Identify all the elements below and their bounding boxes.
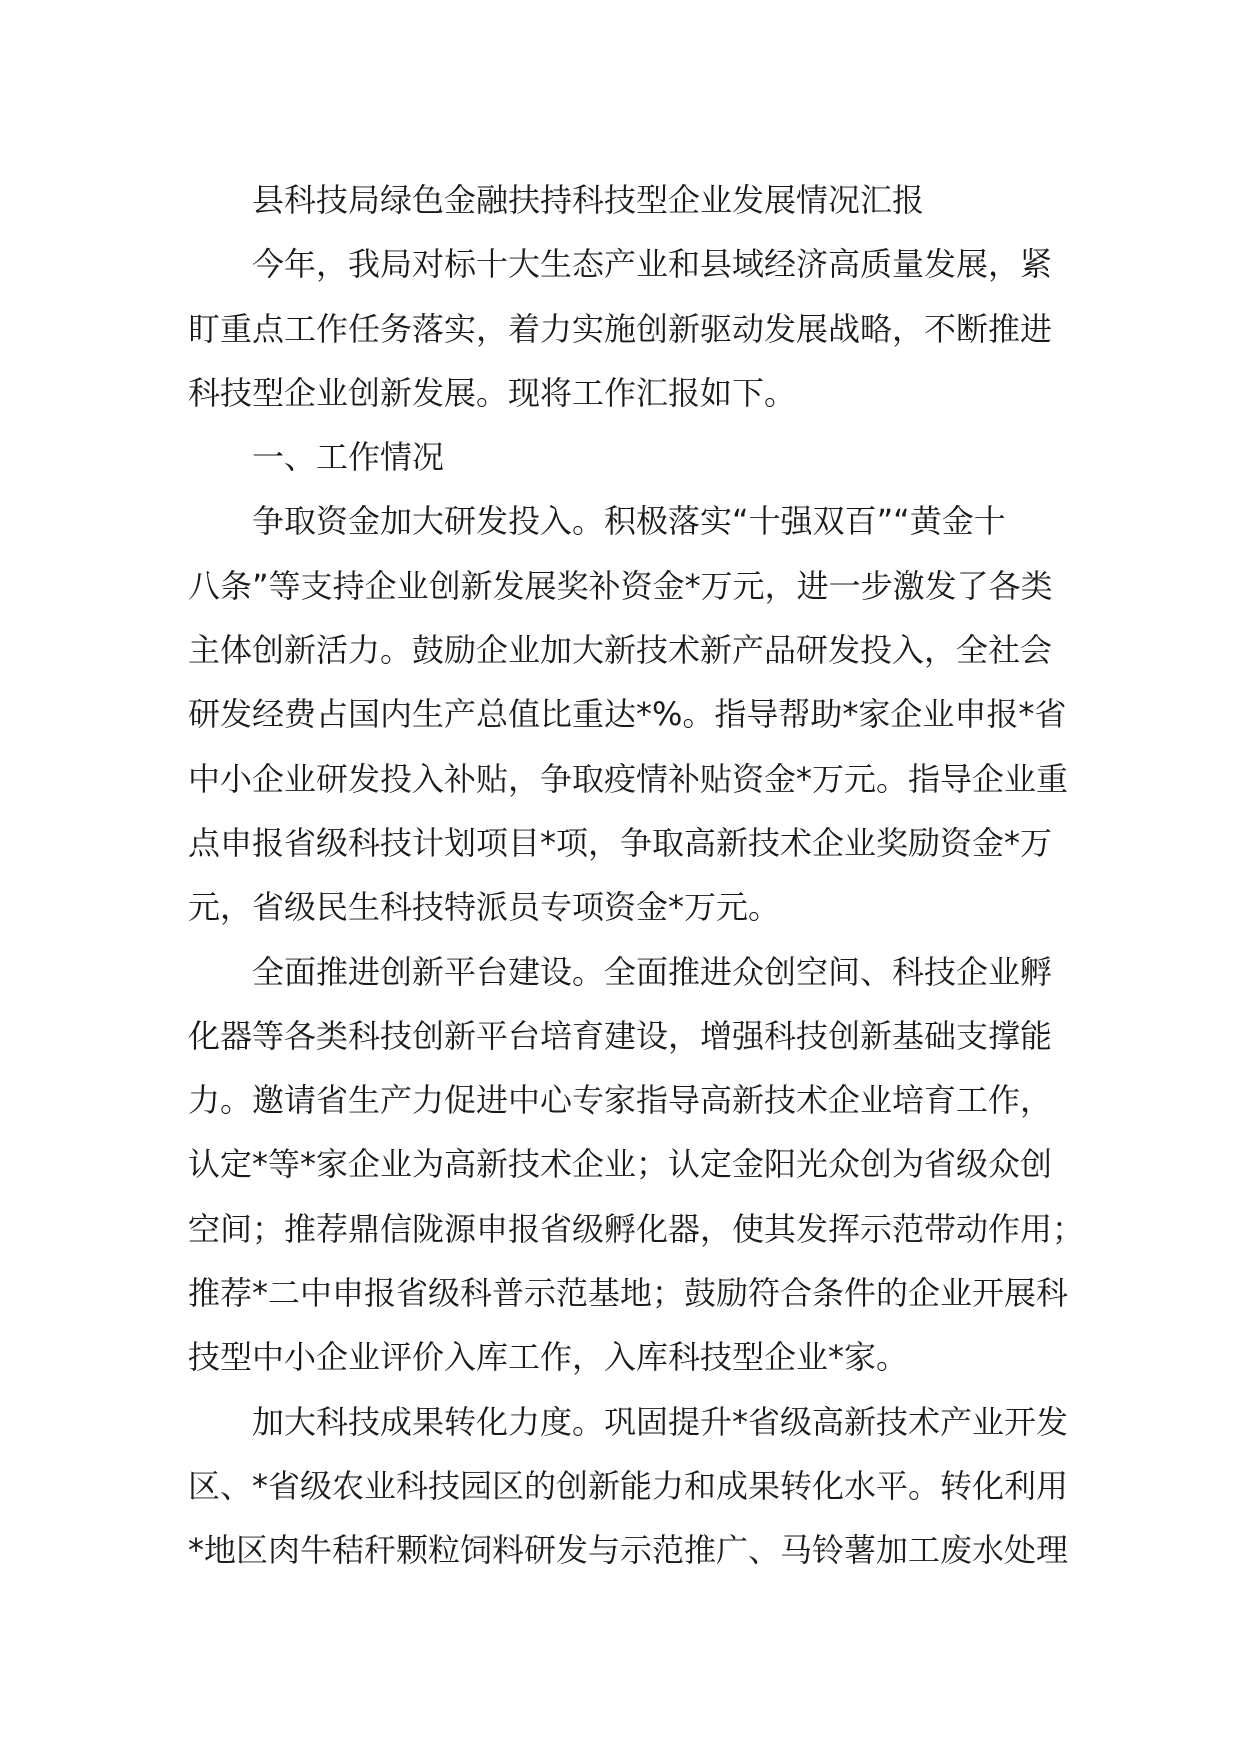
- paragraph-line: 点申报省级科技计划项目*项，争取高新技术企业奖励资金*万: [188, 823, 1053, 862]
- paragraph-line: 研发经费占国内生产总值比重达*%。指导帮助*家企业申报*省: [188, 695, 1067, 734]
- paragraph-line: 今年，我局对标十大生态产业和县域经济高质量发展，紧: [252, 245, 1053, 284]
- paragraph-intro: [188, 232, 1070, 425]
- paragraph-line: 推荐*二中申报省级科普示范基地；鼓励符合条件的企业开展科: [188, 1274, 1069, 1313]
- paragraph-transfer: [188, 1390, 1070, 1583]
- paragraph-line: 中小企业研发投入补贴，争取疫情补贴资金*万元。指导企业重: [188, 759, 1069, 798]
- paragraph-line: 区、*省级农业科技园区的创新能力和成果转化水平。转化利用: [188, 1466, 1069, 1505]
- paragraph-line: 全面推进创新平台建设。全面推进众创空间、科技企业孵: [252, 952, 1053, 991]
- paragraph-line: 认定*等*家企业为高新技术企业；认定金阳光众创为省级众创: [188, 1145, 1053, 1184]
- paragraph-line: 主体创新活力。鼓励企业加大新技术新产品研发投入，全社会: [188, 631, 1053, 670]
- paragraph-line: 八条”等支持企业创新发展奖补资金*万元，进一步激发了各类: [188, 566, 1053, 605]
- paragraph-line: *地区肉牛秸秆颗粒饲料研发与示范推广、马铃薯加工废水处理: [188, 1531, 1069, 1570]
- paragraph-line: 科技型企业创新发展。现将工作汇报如下。: [188, 373, 797, 412]
- section-heading-text: 一、工作情况: [252, 438, 445, 477]
- paragraph-line: 加大科技成果转化力度。巩固提升*省级高新技术产业开发: [252, 1402, 1069, 1441]
- paragraph-line: 力。邀请省生产力促进中心专家指导高新技术企业培育工作，: [188, 1081, 1053, 1120]
- paragraph-line: 技型中小企业评价入库工作，入库科技型企业*家。: [188, 1338, 909, 1377]
- paragraph-line: 盯重点工作任务落实，着力实施创新驱动发展战略，不断推进: [188, 309, 1053, 348]
- paragraph-line: 化器等各类科技创新平台培育建设，增强科技创新基础支撑能: [188, 1016, 1053, 1055]
- document-title: 县科技局绿色金融扶持科技型企业发展情况汇报: [252, 181, 925, 219]
- paragraph-line: 争取资金加大研发投入。积极落实“十强双百”“黄金十: [252, 502, 1006, 541]
- section-heading: [188, 425, 1070, 489]
- document-body: [188, 168, 1085, 1583]
- paragraph-line: 元，省级民生科技特派员专项资金*万元。: [188, 888, 781, 927]
- paragraph-platform: [188, 940, 1085, 1390]
- paragraph-line: 空间；推荐鼎信陇源申报省级孵化器，使其发挥示范带动作用；: [188, 1209, 1085, 1248]
- paragraph-funding: [188, 489, 1070, 939]
